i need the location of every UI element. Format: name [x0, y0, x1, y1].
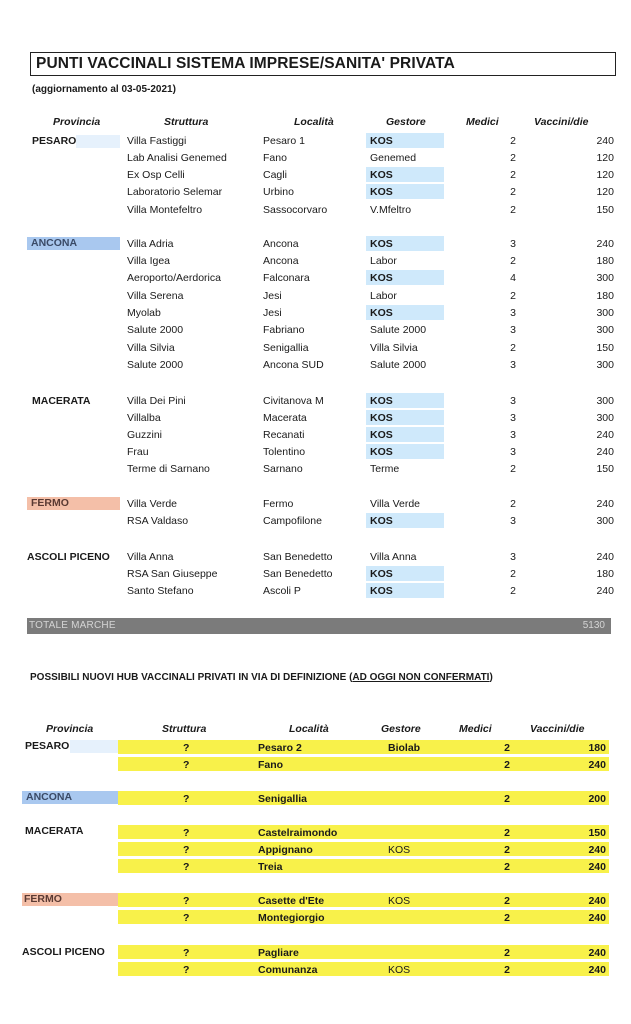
localita-cell: Jesi [263, 290, 282, 302]
struttura-cell: Villa Silvia [127, 342, 175, 354]
struttura-cell: Guzzini [127, 429, 163, 441]
localita-cell: Macerata [263, 412, 307, 424]
vaccini-cell: 300 [596, 307, 614, 319]
struttura-cell: ? [183, 895, 190, 907]
section2-underlined: AD OGGI NON CONFERMATI [352, 672, 490, 683]
localita-cell: Ancona SUD [263, 359, 324, 371]
yellow-highlight [118, 842, 609, 856]
vaccini-cell: 240 [588, 759, 606, 771]
vaccini-cell: 240 [596, 551, 614, 563]
medici-cell: 2 [510, 135, 516, 147]
province-macerata: MACERATA [32, 395, 91, 407]
province2-fermo: FERMO [24, 893, 62, 905]
medici-cell: 3 [510, 238, 516, 250]
header-struttura: Struttura [164, 116, 209, 128]
gestore-cell: KOS [370, 272, 393, 284]
medici-cell: 3 [510, 446, 516, 458]
vaccini-cell: 150 [596, 463, 614, 475]
vaccini-cell: 120 [596, 152, 614, 164]
gestore-cell: KOS [370, 238, 393, 250]
header-localita: Località [294, 116, 334, 128]
localita-cell: Castelraimondo [258, 827, 338, 839]
medici-cell: 2 [510, 498, 516, 510]
vaccini-cell: 180 [588, 742, 606, 754]
medici-cell: 2 [510, 568, 516, 580]
localita-cell: Ancona [263, 255, 299, 267]
localita-cell: Jesi [263, 307, 282, 319]
localita-cell: Pesaro 1 [263, 135, 306, 147]
localita-cell: Recanati [263, 429, 305, 441]
vaccini-cell: 240 [596, 238, 614, 250]
total-label: TOTALE MARCHE [29, 620, 116, 631]
gestore-cell: KOS [388, 895, 411, 907]
medici-cell: 3 [510, 515, 516, 527]
struttura-cell: Villa Adria [127, 238, 174, 250]
medici-cell: 2 [510, 585, 516, 597]
struttura-cell: Ex Osp Celli [127, 169, 185, 181]
localita-cell: Sassocorvaro [263, 204, 328, 216]
localita-cell: Senigallia [263, 342, 309, 354]
struttura-cell: Santo Stefano [127, 585, 194, 597]
localita-cell: Falconara [263, 272, 310, 284]
vaccini-cell: 180 [596, 255, 614, 267]
gestore-cell: Genemed [370, 152, 417, 164]
vaccini-cell: 240 [588, 895, 606, 907]
struttura-cell: Villalba [127, 412, 161, 424]
struttura-cell: Lab Analisi Genemed [127, 152, 227, 164]
struttura-cell: ? [183, 912, 190, 924]
gestore-cell: Salute 2000 [370, 324, 427, 336]
struttura-cell: ? [183, 947, 190, 959]
province2-pesaro: PESARO [25, 740, 70, 752]
medici-cell: 2 [510, 169, 516, 181]
struttura-cell: Myolab [127, 307, 161, 319]
medici-cell: 3 [510, 307, 516, 319]
yellow-highlight [118, 740, 609, 754]
localita-cell: Urbino [263, 186, 294, 198]
gestore-cell: KOS [370, 446, 393, 458]
vaccini-cell: 300 [596, 515, 614, 527]
header2-vaccini: Vaccini/die [530, 723, 585, 735]
medici-cell: 4 [510, 272, 516, 284]
section2-close: ) [489, 672, 493, 683]
struttura-cell: Villa Igea [127, 255, 171, 267]
province-pesaro: PESARO [32, 135, 77, 147]
gestore-cell: Labor [370, 290, 397, 302]
localita-cell: Pagliare [258, 947, 299, 959]
gestore-cell: KOS [370, 429, 393, 441]
vaccini-cell: 200 [588, 793, 606, 805]
vaccini-cell: 240 [596, 498, 614, 510]
vaccini-cell: 180 [596, 290, 614, 302]
section2-title [30, 672, 493, 683]
localita-cell: San Benedetto [263, 568, 333, 580]
localita-cell: Campofilone [263, 515, 322, 527]
medici-cell: 3 [510, 324, 516, 336]
localita-cell: Fano [263, 152, 287, 164]
struttura-cell: ? [183, 742, 190, 754]
localita-cell: Ancona [263, 238, 299, 250]
struttura-cell: ? [183, 844, 190, 856]
gestore-cell: KOS [370, 169, 393, 181]
header2-medici: Medici [459, 723, 492, 735]
medici-cell: 2 [510, 342, 516, 354]
vaccini-cell: 240 [588, 912, 606, 924]
medici-cell: 2 [504, 759, 510, 771]
struttura-cell: Salute 2000 [127, 359, 184, 371]
localita-cell: Montegiorgio [258, 912, 325, 924]
localita-cell: Cagli [263, 169, 287, 181]
medici-cell: 3 [510, 395, 516, 407]
yellow-highlight [118, 825, 609, 839]
gestore-cell: V.Mfeltro [370, 204, 412, 216]
localita-cell: Civitanova M [263, 395, 324, 407]
medici-cell: 2 [504, 947, 510, 959]
province-ancona: ANCONA [31, 237, 78, 249]
medici-cell: 3 [510, 429, 516, 441]
localita-cell: Tolentino [263, 446, 306, 458]
struttura-cell: Aeroporto/Aerdorica [127, 272, 221, 284]
header-gestore: Gestore [386, 116, 426, 128]
gestore-cell: KOS [370, 395, 393, 407]
medici-cell: 2 [510, 186, 516, 198]
localita-cell: Pesaro 2 [258, 742, 302, 754]
yellow-highlight [118, 910, 609, 924]
struttura-cell: Laboratorio Selemar [127, 186, 223, 198]
title-box [30, 52, 616, 76]
vaccini-cell: 240 [588, 861, 606, 873]
vaccini-cell: 240 [588, 947, 606, 959]
header-medici: Medici [466, 116, 499, 128]
header2-struttura: Struttura [162, 723, 207, 735]
province-fermo: FERMO [31, 497, 69, 509]
medici-cell: 2 [510, 152, 516, 164]
medici-cell: 2 [510, 255, 516, 267]
localita-cell: Appignano [258, 844, 313, 856]
vaccini-cell: 300 [596, 395, 614, 407]
province2-ascoli: ASCOLI PICENO [22, 946, 105, 958]
struttura-cell: Villa Montefeltro [127, 204, 203, 216]
gestore-cell: KOS [388, 964, 411, 976]
localita-cell: San Benedetto [263, 551, 333, 563]
vaccini-cell: 240 [588, 964, 606, 976]
medici-cell: 2 [510, 290, 516, 302]
vaccini-cell: 300 [596, 324, 614, 336]
gestore-cell: Salute 2000 [370, 359, 427, 371]
medici-cell: 2 [504, 912, 510, 924]
vaccini-cell: 120 [596, 186, 614, 198]
province2-macerata: MACERATA [25, 825, 84, 837]
section2-text: POSSIBILI NUOVI HUB VACCINALI PRIVATI IN VIA DI DEFINIZIONE ( [30, 672, 353, 683]
gestore-cell: KOS [370, 515, 393, 527]
gestore-cell: KOS [370, 412, 393, 424]
header2-provincia: Provincia [46, 723, 94, 735]
gestore-cell: KOS [370, 307, 393, 319]
total-value: 5130 [582, 620, 605, 631]
medici-cell: 2 [510, 204, 516, 216]
vaccini-cell: 120 [596, 169, 614, 181]
medici-cell: 2 [504, 742, 510, 754]
struttura-cell: ? [183, 827, 190, 839]
medici-cell: 3 [510, 359, 516, 371]
gestore-cell: Villa Verde [370, 498, 421, 510]
vaccini-cell: 300 [596, 272, 614, 284]
struttura-cell: Villa Fastiggi [127, 135, 187, 147]
vaccini-cell: 240 [596, 429, 614, 441]
header-vaccini: Vaccini/die [534, 116, 589, 128]
vaccini-cell: 300 [596, 359, 614, 371]
gestore-cell: KOS [388, 844, 411, 856]
localita-cell: Comunanza [258, 964, 318, 976]
localita-cell: Casette d'Ete [258, 895, 325, 907]
struttura-cell: Terme di Sarnano [127, 463, 210, 475]
gestore-cell: Terme [370, 463, 400, 475]
struttura-cell: Salute 2000 [127, 324, 184, 336]
struttura-cell: Villa Dei Pini [127, 395, 186, 407]
yellow-highlight [118, 757, 609, 771]
medici-cell: 2 [504, 895, 510, 907]
medici-cell: 2 [504, 827, 510, 839]
gestore-cell: KOS [370, 135, 393, 147]
medici-cell: 3 [510, 551, 516, 563]
vaccini-cell: 300 [596, 412, 614, 424]
header2-gestore: Gestore [381, 723, 421, 735]
struttura-cell: Villa Anna [127, 551, 174, 563]
struttura-cell: ? [183, 759, 190, 771]
medici-cell: 2 [504, 861, 510, 873]
total-row [27, 618, 611, 634]
medici-cell: 3 [510, 412, 516, 424]
vaccini-cell: 150 [588, 827, 606, 839]
gestore-cell: Villa Anna [370, 551, 417, 563]
gestore-cell: Biolab [388, 742, 421, 754]
pesaro-highlight [76, 135, 120, 148]
struttura-cell: Frau [127, 446, 149, 458]
struttura-cell: Villa Verde [127, 498, 178, 510]
medici-cell: 2 [504, 793, 510, 805]
struttura-cell: ? [183, 793, 190, 805]
yellow-highlight [118, 859, 609, 873]
localita-cell: Ascoli P [263, 585, 301, 597]
localita-cell: Senigallia [258, 793, 308, 805]
struttura-cell: ? [183, 964, 190, 976]
vaccini-cell: 240 [596, 585, 614, 597]
localita-cell: Fermo [263, 498, 294, 510]
vaccini-cell: 150 [596, 204, 614, 216]
province2-ancona: ANCONA [26, 791, 73, 803]
gestore-cell: KOS [370, 186, 393, 198]
vaccini-cell: 150 [596, 342, 614, 354]
medici-cell: 2 [504, 844, 510, 856]
gestore-cell: KOS [370, 585, 393, 597]
yellow-highlight [118, 962, 609, 976]
struttura-cell: RSA Valdaso [127, 515, 189, 527]
yellow-highlight [118, 791, 609, 805]
medici-cell: 2 [510, 463, 516, 475]
pesaro2-highlight [70, 740, 118, 753]
header2-localita: Località [289, 723, 329, 735]
update-date: (aggiornamento al 03-05-2021) [32, 84, 176, 95]
yellow-highlight [118, 893, 609, 907]
gestore-cell: Villa Silvia [370, 342, 418, 354]
medici-cell: 2 [504, 964, 510, 976]
gestore-cell: Labor [370, 255, 397, 267]
vaccini-cell: 240 [596, 135, 614, 147]
province-ascoli: ASCOLI PICENO [27, 551, 110, 563]
page-title: PUNTI VACCINALI SISTEMA IMPRESE/SANITA' PRIVATA [36, 55, 455, 72]
localita-cell: Treia [258, 861, 283, 873]
localita-cell: Fabriano [263, 324, 305, 336]
vaccini-cell: 180 [596, 568, 614, 580]
struttura-cell: ? [183, 861, 190, 873]
yellow-highlight [118, 945, 609, 959]
localita-cell: Sarnano [263, 463, 303, 475]
gestore-cell: KOS [370, 568, 393, 580]
vaccini-cell: 240 [588, 844, 606, 856]
struttura-cell: Villa Serena [127, 290, 184, 302]
header-provincia: Provincia [53, 116, 101, 128]
localita-cell: Fano [258, 759, 284, 771]
vaccini-cell: 240 [596, 446, 614, 458]
struttura-cell: RSA San Giuseppe [127, 568, 218, 580]
